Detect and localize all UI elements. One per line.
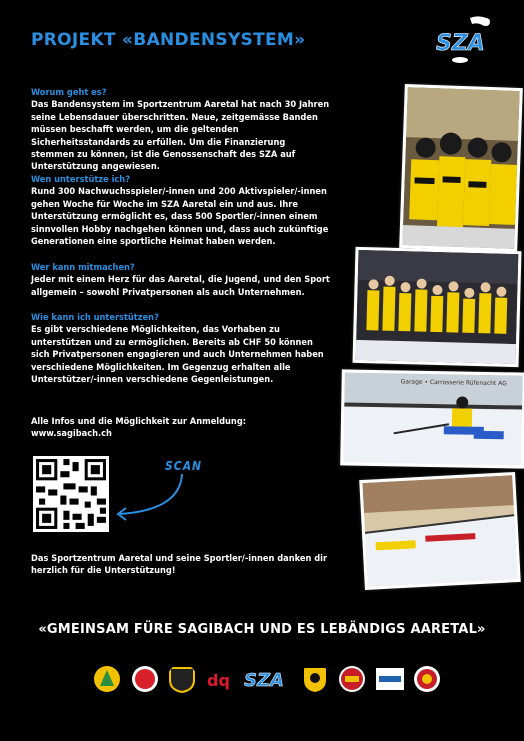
section-wer [31, 262, 331, 299]
section-heading: Worum geht es? [31, 87, 107, 98]
sponsor-logo-sza-text: SZA [244, 670, 284, 691]
page-title: PROJEKT «BANDENSYSTEM» [31, 30, 306, 50]
info-url[interactable]: www.sagibach.ch [31, 428, 112, 440]
sponsor-logo-1-icon [92, 664, 122, 694]
section-heading: Wie kann ich unterstützen? [31, 312, 159, 323]
sponsor-logo-dq-text: dq [206, 671, 230, 690]
sza-logo [430, 14, 502, 66]
scan-label: SCAN [165, 459, 203, 473]
arrow-icon [112, 470, 192, 522]
section-wie [31, 312, 331, 386]
sponsor-logo-9-icon [412, 664, 442, 694]
photo-team-group [353, 247, 522, 367]
sza-logo-text: SZA [436, 31, 485, 56]
photo-ice-rink [359, 472, 521, 590]
qr-code[interactable] [33, 456, 109, 532]
section-body: Das Bandensystem im Sportzentrum Aaretal hat nach 30 Jahren seine Lebensdauer überschritten. Neue, zeitgemässe Banden müssen beschafft werden, um die geltenden Sicherheitsstandards zu erfüllen. Um die Finanzierung stemmen zu können, ist die Genossenschaft des SZA auf Unterstützung angewiesen. [31, 99, 330, 173]
sponsor-logo-2-icon [130, 664, 160, 694]
photo3-sign: Garage • Carrosserie Rüfenacht AG [400, 378, 507, 388]
sponsor-logo-hofen-icon [375, 664, 405, 694]
slogan: «GMEINSAM FÜRE SAGIBACH UND ES LEBÄNDIGS AARETAL» [38, 622, 486, 637]
photo-hockey-action [340, 369, 524, 468]
section-body: Es gibt verschiedene Möglichkeiten, das Vorhaben zu unterstützen und zu ermöglichen. Bereits ab CHF 50 können sich Privatpersonen engagieren und auch Unternehmen haben verschiedene Möglichkeiten. Im Gegenzug erhalten alle Unterstützer/-innen verschiedene Gegenleistungen. [31, 324, 324, 386]
info-block [31, 416, 331, 441]
sponsor-logo-sza-icon [242, 664, 292, 694]
sponsor-logo-dq-icon [205, 664, 235, 694]
sponsor-logo-6-icon [300, 664, 330, 694]
thanks-text: Das Sportzentrum Aaretal und seine Sportler/-innen danken dir herzlich für die Unterstützung! [31, 553, 328, 577]
sponsor-logos [92, 658, 442, 700]
section-wen [31, 174, 331, 248]
info-line: Alle Infos und die Möglichkeit zur Anmeldung: [31, 416, 247, 427]
sponsor-logo-3-icon [167, 664, 197, 694]
section-worum [31, 87, 331, 174]
section-body: Rund 300 Nachwuchsspieler/-innen und 200 Aktivspieler/-innen gehen Woche für Woche im SZA Aaretal ein und aus. Ihre Unterstützung ermöglicht es, dass 500 Sportler/-innen einem sinnvollen Hobby nachgehen können und, dass auch zukünftige Generationen eine sportliche Heimat haben werden. [31, 186, 329, 248]
sponsor-logo-7-icon [337, 664, 367, 694]
section-body: Jeder mit einem Herz für das Aaretal, die Jugend, und den Sport allgemein – sowohl Privatpersonen als auch Unternehmen. [31, 274, 330, 298]
section-heading: Wer kann mitmachen? [31, 262, 135, 273]
photo-team-huddle [399, 84, 523, 252]
section-heading: Wen unterstütze ich? [31, 174, 130, 185]
